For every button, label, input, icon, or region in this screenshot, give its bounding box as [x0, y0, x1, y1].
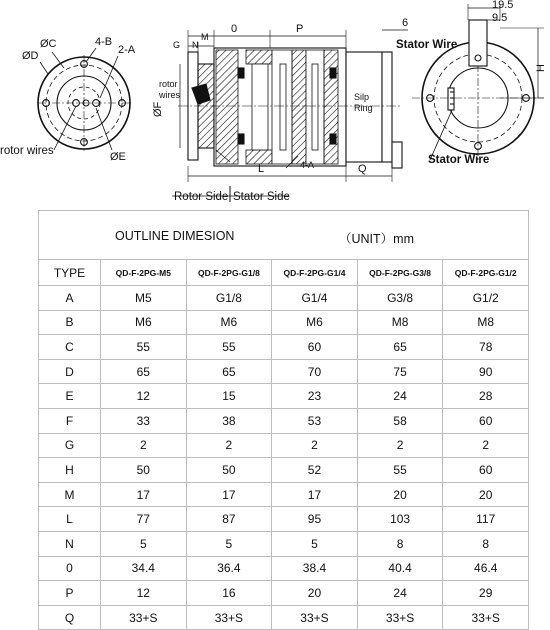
dim-label-9-5: 9.5 — [492, 12, 508, 24]
table-title-row — [39, 211, 529, 260]
dimension-value: 75 — [357, 359, 443, 384]
slip-ring-label-2: Ring — [354, 103, 373, 113]
dim-label-0: 0 — [231, 23, 238, 35]
dim-label-c: ØC — [40, 38, 57, 50]
table-row — [39, 433, 529, 458]
table-row — [39, 507, 529, 532]
dimension-value: 50 — [186, 458, 272, 483]
dimension-value: 65 — [357, 335, 443, 360]
table-row — [39, 482, 529, 507]
dimension-value: 2 — [101, 433, 187, 458]
stator-side-label: Stator Side — [233, 191, 290, 203]
rotor-wires-label-2: wires — [159, 90, 181, 100]
table-title-cell — [39, 211, 529, 260]
dim-label-l: L — [258, 163, 265, 175]
table-unit: （UNIT）mm — [339, 232, 414, 246]
dim-label-2a: 2-A — [118, 44, 136, 56]
row-label: Q — [39, 605, 101, 630]
dimension-value: 20 — [357, 482, 443, 507]
dimension-value: 33 — [101, 408, 187, 433]
dimension-value: M6 — [186, 310, 272, 335]
dim-label-m: M — [201, 32, 209, 42]
dimension-value: M6 — [101, 310, 187, 335]
dimension-value: 52 — [272, 458, 358, 483]
dimension-value: 8 — [357, 531, 443, 556]
dimension-value: G3/8 — [357, 286, 443, 311]
dimension-value: 103 — [357, 507, 443, 532]
front-view — [38, 48, 130, 151]
dimension-value: 38 — [186, 408, 272, 433]
row-label: C — [39, 335, 101, 360]
dim-label-e: ØE — [110, 151, 126, 163]
table-row — [39, 531, 529, 556]
dimension-value: M6 — [272, 310, 358, 335]
dim-label-4a: 4-A — [300, 160, 315, 170]
row-label: D — [39, 359, 101, 384]
row-label: G — [39, 433, 101, 458]
rotor-wires-callout: rotor wires — [0, 145, 54, 157]
row-label: E — [39, 384, 101, 409]
dimension-value: 20 — [272, 581, 358, 606]
dimension-value: 17 — [272, 482, 358, 507]
table-body — [39, 286, 529, 630]
table-row — [39, 581, 529, 606]
dim-label-d: ØD — [22, 50, 39, 62]
dimension-value: 55 — [186, 335, 272, 360]
dimension-value: 33+S — [357, 605, 443, 630]
model-header: QD-F-2PG-G1/8 — [186, 260, 272, 286]
dimension-value: 65 — [186, 359, 272, 384]
dimension-value: 117 — [443, 507, 529, 532]
dimension-value: 90 — [443, 359, 529, 384]
dimension-value: 20 — [443, 482, 529, 507]
end-view — [412, 4, 544, 160]
dimension-value: M8 — [357, 310, 443, 335]
dim-label-q: Q — [358, 163, 367, 175]
table-row — [39, 605, 529, 630]
dimension-value: 2 — [443, 433, 529, 458]
table-row — [39, 556, 529, 581]
dim-label-g: G — [173, 40, 181, 50]
dimension-value: 29 — [443, 581, 529, 606]
model-header: QD-F-2PG-M5 — [101, 260, 187, 286]
dim-label-p: P — [296, 23, 304, 35]
dimension-value: 33+S — [186, 605, 272, 630]
dimension-value: M8 — [443, 310, 529, 335]
dim-label-4b: 4-B — [95, 36, 113, 48]
dimension-value: 55 — [357, 458, 443, 483]
model-header: QD-F-2PG-G1/4 — [272, 260, 358, 286]
dimension-value: G1/8 — [186, 286, 272, 311]
dimension-value: 2 — [272, 433, 358, 458]
type-header: TYPE — [39, 260, 101, 286]
dimension-value: 58 — [357, 408, 443, 433]
table-row — [39, 458, 529, 483]
table-row — [39, 359, 529, 384]
end-stator-bracket — [469, 20, 487, 66]
row-label: B — [39, 310, 101, 335]
rotor-wires-label-1: rotor — [159, 79, 178, 89]
dim-label-h: H — [535, 64, 547, 72]
table-row — [39, 310, 529, 335]
model-header: QD-F-2PG-G3/8 — [357, 260, 443, 286]
row-label: F — [39, 408, 101, 433]
dimension-value: 17 — [101, 482, 187, 507]
table-title: OUTLINE DIMESION — [115, 229, 235, 243]
slip-ring-label-1: Silp — [354, 92, 370, 102]
dimension-value: 2 — [357, 433, 443, 458]
dimension-value: 55 — [101, 335, 187, 360]
dimension-value: 40.4 — [357, 556, 443, 581]
dimension-value: 24 — [357, 384, 443, 409]
dimension-value: 78 — [443, 335, 529, 360]
dimension-value: M5 — [101, 286, 187, 311]
dimension-value: 60 — [443, 458, 529, 483]
dimension-value: 16 — [186, 581, 272, 606]
dimension-value: G1/4 — [272, 286, 358, 311]
dimension-value: 23 — [272, 384, 358, 409]
dimension-value: 8 — [443, 531, 529, 556]
dimension-value: 12 — [101, 581, 187, 606]
row-label: H — [39, 458, 101, 483]
dim-label-f: ØF — [152, 101, 164, 117]
dimension-value: 50 — [101, 458, 187, 483]
dimension-value: G1/2 — [443, 286, 529, 311]
dimension-value: 53 — [272, 408, 358, 433]
table-row — [39, 335, 529, 360]
row-label: L — [39, 507, 101, 532]
technical-drawing — [0, 0, 550, 210]
row-label: A — [39, 286, 101, 311]
table-header-row — [39, 260, 529, 286]
dimension-value: 70 — [272, 359, 358, 384]
dimension-value: 46.4 — [443, 556, 529, 581]
dimension-value: 65 — [101, 359, 187, 384]
dimension-value: 5 — [186, 531, 272, 556]
dimension-value: 17 — [186, 482, 272, 507]
dimension-value: 15 — [186, 384, 272, 409]
dimension-value: 24 — [357, 581, 443, 606]
row-label: 0 — [39, 556, 101, 581]
table-row — [39, 286, 529, 311]
stator-wire-label-end: Stator Wire — [428, 154, 490, 166]
dimension-value: 5 — [272, 531, 358, 556]
dimension-value: 28 — [443, 384, 529, 409]
rotor-side-label: Rotor Side — [174, 191, 229, 203]
dimension-value: 33+S — [101, 605, 187, 630]
dimension-value: 77 — [101, 507, 187, 532]
dimension-value: 34.4 — [101, 556, 187, 581]
table-row — [39, 384, 529, 409]
model-header: QD-F-2PG-G1/2 — [443, 260, 529, 286]
dimension-value: 60 — [443, 408, 529, 433]
dim-label-19-5: 19.5 — [492, 0, 514, 11]
dim-label-n: N — [192, 40, 199, 50]
dimension-value: 2 — [186, 433, 272, 458]
dimension-value: 95 — [272, 507, 358, 532]
dimension-value: 60 — [272, 335, 358, 360]
dimension-value: 33+S — [272, 605, 358, 630]
dimension-value: 5 — [101, 531, 187, 556]
dimension-value: 87 — [186, 507, 272, 532]
row-label: N — [39, 531, 101, 556]
side-section-view — [172, 30, 408, 202]
stator-wire-bracket — [382, 52, 392, 162]
dim-label-6: 6 — [402, 17, 409, 29]
dimension-value: 36.4 — [186, 556, 272, 581]
dimension-value: 33+S — [443, 605, 529, 630]
row-label: M — [39, 482, 101, 507]
outline-dimension-table — [38, 210, 529, 630]
table-row — [39, 408, 529, 433]
row-label: P — [39, 581, 101, 606]
dimension-value: 12 — [101, 384, 187, 409]
stator-wire-label-side: Stator Wire — [396, 39, 458, 51]
dimension-value: 38.4 — [272, 556, 358, 581]
